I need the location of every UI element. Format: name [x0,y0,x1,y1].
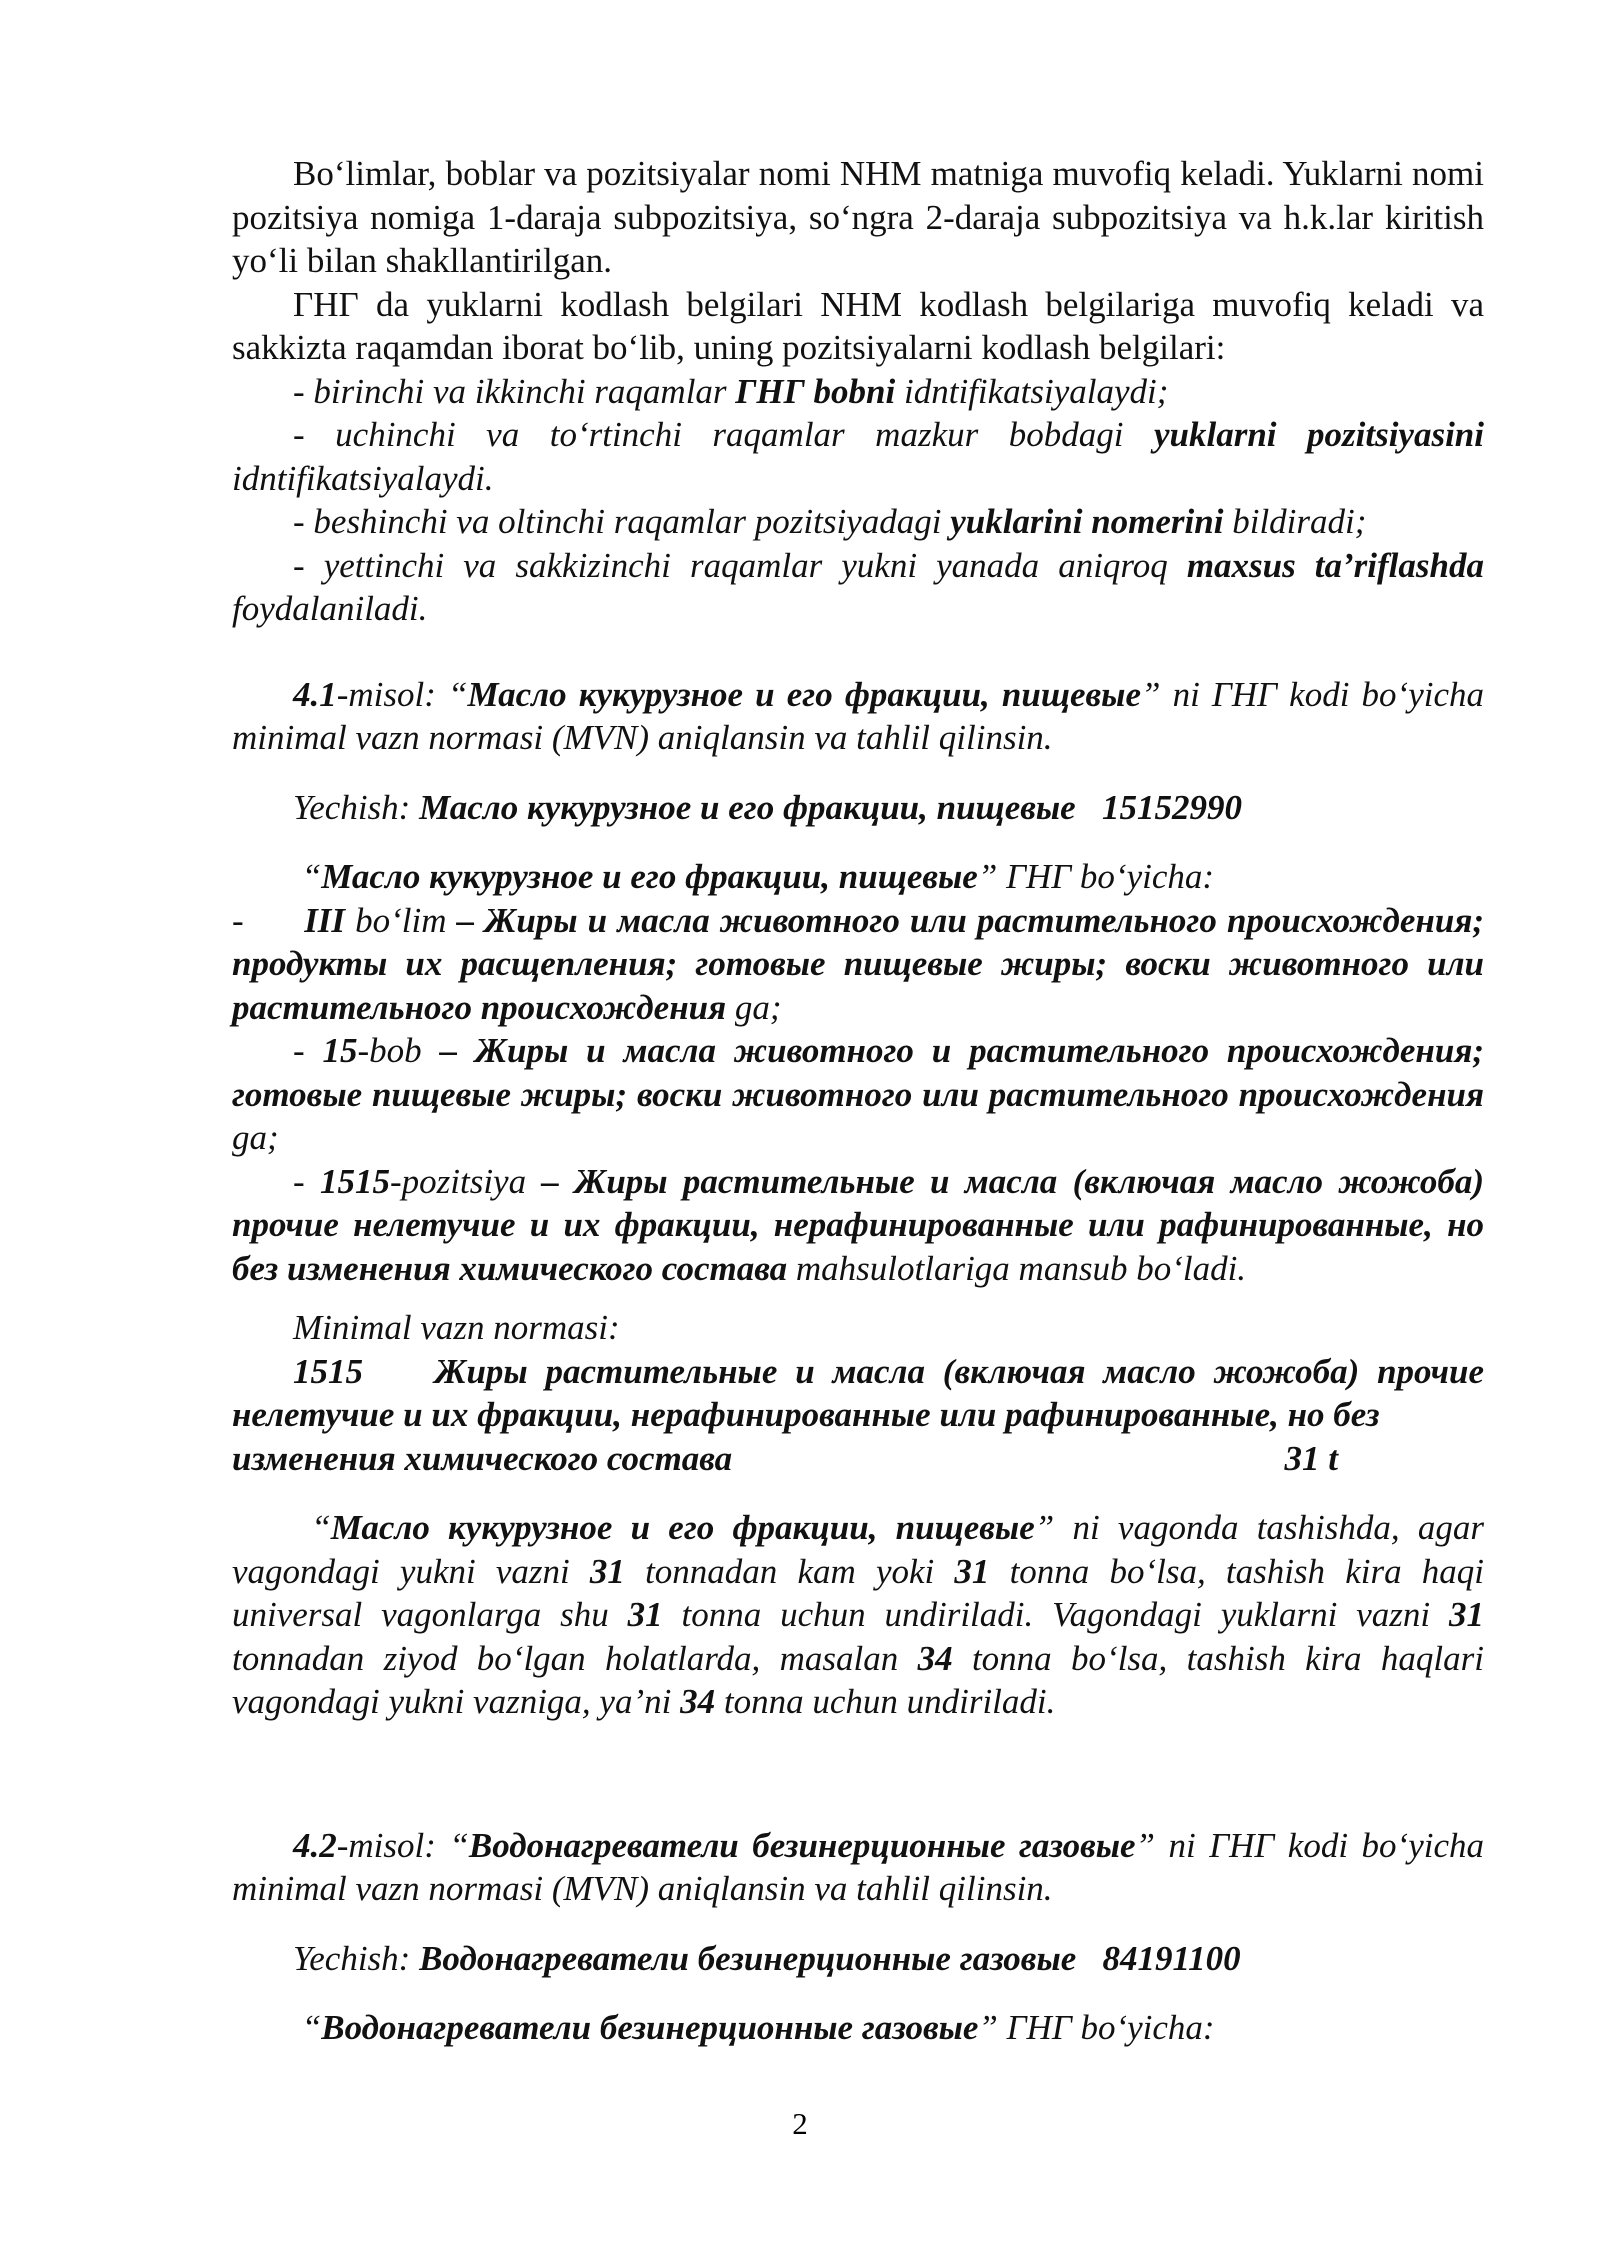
example-1-explanation: “Масло кукурузное и его фракции, пищевые” ni vagonda tashishda, agar vagondagi yukni vazni 31 tonnadan kam yoki 31 tonna bo‘lsa, tashish kira haqi universal vagonlarga shu 31 tonna uchun undiriladi. Vagondagi yuklarni vazni 31 tonnadan ziyod bo‘lgan holatlarda, masalan 34 tonna bo‘lsa, tashish kira haqlari vagondagi yukni vazniga, ya’ni 34 tonna uchun undiriladi. [232,1508,1484,1721]
example-2-code: 84191100 [1102,1938,1241,1978]
example-2-task: 4.2-misol: “Водонагреватели безинерционные газовые” ni ГНГ kodi bo‘yicha minimal vazn normasi (MVN) aniqlansin va tahlil qilinsin. [232,1825,1484,1908]
example-2-product: Водонагреватели безинерционные газовые [468,1825,1136,1865]
example-1-gng-heading: “Масло кукурузное и его фракции, пищевые” ГНГ bo‘yicha: [293,857,1215,896]
example-1-solution: Yechish: Масло кукурузное и его фракции, пищевые 15152990 [293,787,1242,827]
example-1-product: Масло кукурузное и его фракции, пищевые [467,674,1141,714]
rule-emphasis: ГНГ bobni [735,371,896,411]
mvn-value-line: изменения химического состава 31 t [232,1437,1484,1481]
rule-emphasis: maxsus ta’riflashda [1186,545,1484,585]
mvn-code: 1515 [293,1351,363,1391]
rule-emphasis: yuklarni pozitsiyasini [1153,415,1484,454]
example-1-section: - III bo‘lim – Жиры и масла животного или растительного происхождения; продукты их расщепления; готовые пищевые жиры; воски животного или растительного происхождения ga; [232,900,1485,1027]
code-digit-rule-3: - beshinchi va oltinchi raqamlar pozitsiyadagi yuklarini nomerini bildiradi; [293,502,1367,541]
example-1-task: 4.1-misol: “Масло кукурузное и его фракции, пищевые” ni ГНГ kodi bo‘yicha minimal vazn normasi (MVN) aniqlansin va tahlil qilinsin. [232,674,1484,757]
example-2-gng-heading: “Водонагреватели безинерционные газовые” ГНГ bo‘yicha: [293,2008,1215,2047]
mvn-label: Minimal vazn normasi: [293,1308,620,1347]
mvn-entry: 1515 Жиры растительные и масла (включая масло жожоба) прочие нелетучие и их фракции, нерафинированные или рафинированные, но без [232,1351,1485,1434]
mvn-value: 31 t [1284,1438,1338,1478]
intro-paragraph-1: Bo‘limlar, boblar va pozitsiyalar nomi NHM matniga muvofiq keladi. Yuklarni nomi pozitsiya nomiga 1-daraja subpozitsiya, so‘ngra 2-daraja subpozitsiya va h.k.lar kiritish yo‘li bilan shakllantirilgan. [232,154,1484,280]
code-digit-rule-1: - birinchi va ikkinchi raqamlar ГНГ bobni idntifikatsiyalaydi; [293,371,1169,411]
intro-paragraph-2: ГНГ da yuklarni kodlash belgilari NHM kodlash belgilariga muvofiq keladi va sakkizta raqamdan iborat bo‘lib, uning pozitsiyalarni kodlash belgilari: [232,284,1484,367]
code-digit-rule-2: - uchinchi va to‘rtinchi raqamlar mazkur bobdagi yuklarni pozitsiyasini idntifikatsiyalaydi. [232,415,1484,498]
page-number: 2 [792,2106,808,2141]
example-1-chapter: - 15-bob – Жиры и масла животного и растительного происхождения; готовые пищевые жиры; воски животного или растительного происхождения ga; [232,1031,1484,1157]
example-1-position: - 1515-pozitsiya – Жиры растительные и масла (включая масло жожоба) прочие нелетучие и их фракции, нерафинированные или рафинированные, но без изменения химического состава mahsulotlariga mansub bo‘ladi. [232,1161,1485,1288]
rule-emphasis: yuklarini nomerini [950,502,1224,541]
example-1-code: 15152990 [1101,787,1242,827]
code-digit-rule-4: - yettinchi va sakkizinchi raqamlar yukni yanada aniqroq maxsus ta’riflashda foydalaniladi. [232,545,1484,628]
example-2-solution: Yechish: Водонагреватели безинерционные газовые 84191100 [293,1938,1241,1978]
